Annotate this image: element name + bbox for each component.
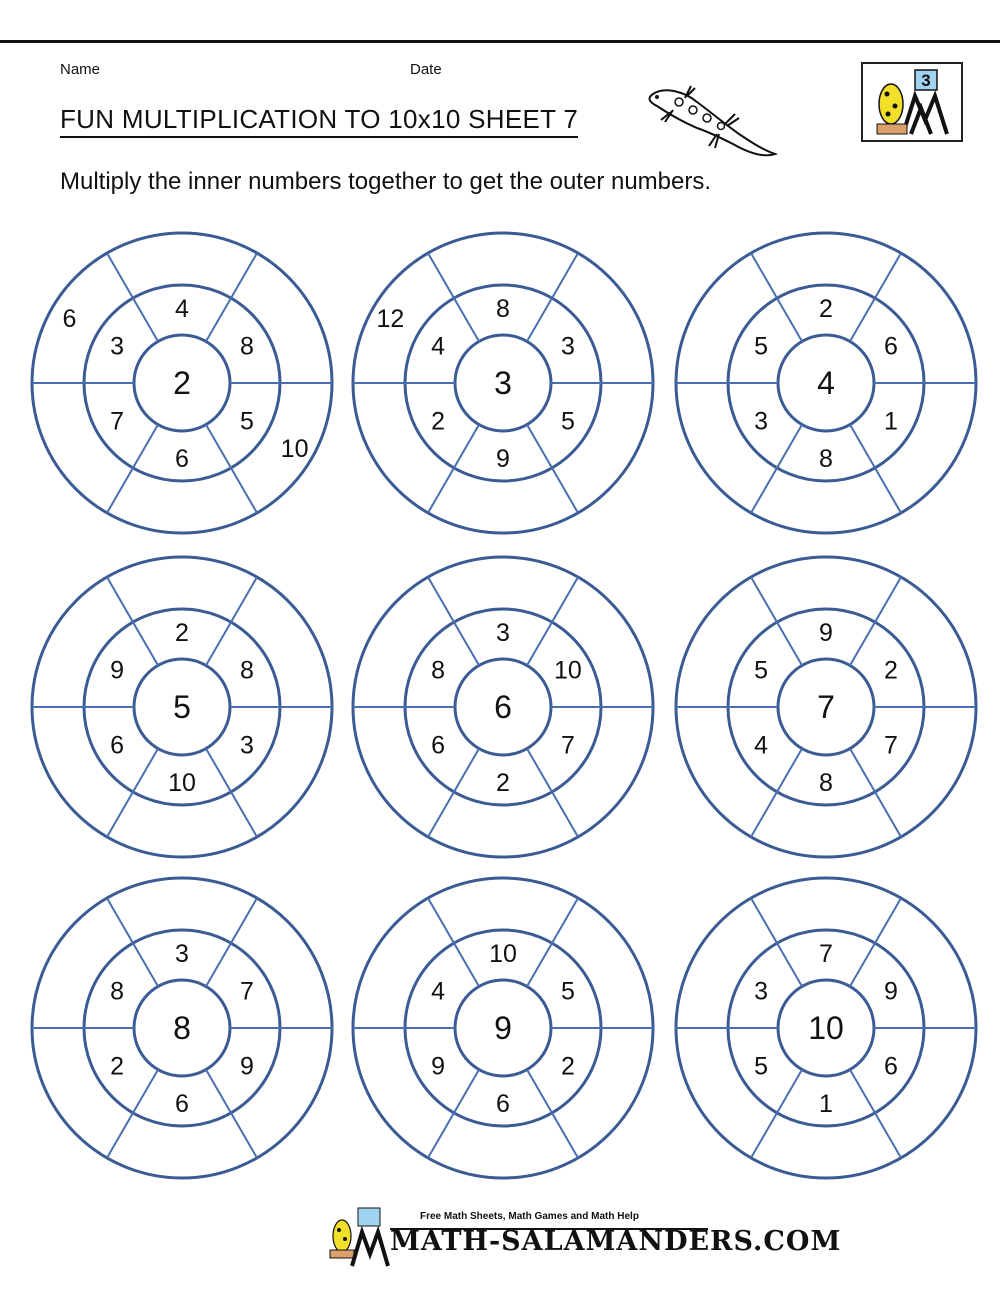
inner-number: 2 [883,656,898,685]
inner-number: 6 [883,1052,898,1081]
inner-number: 3 [239,731,254,760]
wheel-9 [353,878,653,1178]
wheel-7 [676,557,976,857]
inner-number: 7 [819,940,833,968]
wheel-spoke [527,898,578,986]
inner-number: 7 [110,407,125,436]
wheel-spoke [428,425,479,513]
inner-number: 6 [175,1090,189,1118]
inner-number: 6 [175,445,189,473]
wheel-spoke [107,898,158,986]
inner-number: 5 [560,407,575,436]
wheel-spoke [107,425,158,513]
inner-number: 6 [883,332,898,361]
inner-number: 3 [175,940,189,968]
inner-number: 6 [110,731,125,760]
wheel-8 [32,878,332,1178]
wheel-spoke [527,749,578,837]
inner-number: 4 [431,977,446,1006]
inner-number: 9 [431,1052,446,1081]
inner-number: 4 [175,295,189,323]
inner-number: 8 [239,332,254,361]
inner-number: 10 [554,656,582,685]
inner-number: 1 [819,1090,833,1118]
inner-number: 10 [489,940,517,968]
center-number: 2 [173,365,191,401]
wheel-spoke [751,425,802,513]
wheel-spoke [107,253,158,341]
inner-number: 8 [819,445,833,473]
inner-number: 2 [496,769,510,797]
inner-number: 2 [819,295,833,323]
inner-number: 5 [560,977,575,1006]
inner-number: 4 [754,731,769,760]
inner-number: 3 [496,619,510,647]
inner-number: 3 [754,977,769,1006]
wheel-3 [353,233,653,533]
wheel-spoke [751,1070,802,1158]
inner-number: 4 [431,332,446,361]
wheel-spoke [206,425,257,513]
inner-number: 2 [175,619,189,647]
wheel-spoke [428,577,479,665]
outer-answer-cell[interactable]: 6 [62,305,77,333]
inner-number: 2 [431,407,446,436]
wheel-spoke [428,253,479,341]
inner-number: 3 [754,407,769,436]
center-number: 6 [494,689,512,725]
inner-number: 9 [883,977,898,1006]
wheel-spoke [850,577,901,665]
inner-number: 8 [110,977,125,1006]
inner-number: 9 [110,656,125,685]
wheel-spoke [751,898,802,986]
inner-number: 8 [431,656,446,685]
outer-answer-cell[interactable]: 12 [376,305,405,333]
inner-number: 8 [239,656,254,685]
wheel-spoke [527,577,578,665]
wheel-spoke [751,577,802,665]
center-number: 3 [494,365,512,401]
wheel-spoke [428,898,479,986]
inner-number: 1 [883,407,898,436]
wheel-spoke [107,749,158,837]
wheel-spoke [107,577,158,665]
inner-number: 5 [754,332,769,361]
inner-number: 8 [819,769,833,797]
wheel-spoke [850,425,901,513]
inner-number: 10 [168,769,196,797]
inner-number: 7 [239,977,254,1006]
center-number: 7 [817,689,835,725]
wheel-4 [676,233,976,533]
instructions-text: Multiply the inner numbers together to get the outer numbers. [60,168,712,195]
center-number: 9 [494,1010,512,1046]
inner-number: 6 [431,731,446,760]
wheel-spoke [206,749,257,837]
wheel-6 [353,557,653,857]
inner-number: 6 [496,1090,510,1118]
inner-number: 5 [239,407,254,436]
inner-number: 8 [496,295,510,323]
date-label: Date [410,61,442,78]
inner-number: 7 [883,731,898,760]
wheel-2 [32,233,332,533]
outer-answer-cell[interactable]: 10 [280,435,309,463]
wheel-spoke [527,253,578,341]
wheel-10 [676,878,976,1178]
inner-number: 9 [819,619,833,647]
wheel-spoke [850,1070,901,1158]
wheel-spoke [428,1070,479,1158]
inner-number: 5 [754,1052,769,1081]
wheel-spoke [850,898,901,986]
inner-number: 9 [496,445,510,473]
wheel-spoke [107,1070,158,1158]
inner-number: 2 [110,1052,125,1081]
footer-brand: MATH-SALAMANDERS.COM [390,1226,842,1257]
page-title: FUN MULTIPLICATION TO 10x10 SHEET 7 [60,104,578,138]
wheel-spoke [850,253,901,341]
wheel-spoke [527,425,578,513]
inner-number: 3 [110,332,125,361]
inner-number: 2 [560,1052,575,1081]
center-number: 5 [173,689,191,725]
grade-badge-number: 3 [921,71,931,90]
inner-number: 9 [239,1052,254,1081]
wheel-spoke [527,1070,578,1158]
wheel-spoke [428,749,479,837]
wheel-spoke [751,749,802,837]
wheel-spoke [206,577,257,665]
wheel-spoke [850,749,901,837]
center-number: 10 [808,1010,844,1046]
name-label: Name [60,61,101,78]
wheel-spoke [206,898,257,986]
wheel-spoke [206,1070,257,1158]
wheel-5 [32,557,332,857]
inner-number: 3 [560,332,575,361]
wheel-spoke [751,253,802,341]
inner-number: 5 [754,656,769,685]
footer-logo [322,1206,390,1268]
wheel-spoke [206,253,257,341]
inner-number: 7 [560,731,575,760]
center-number: 8 [173,1010,191,1046]
footer-tagline: Free Math Sheets, Math Games and Math Help [420,1211,639,1222]
center-number: 4 [817,365,835,401]
